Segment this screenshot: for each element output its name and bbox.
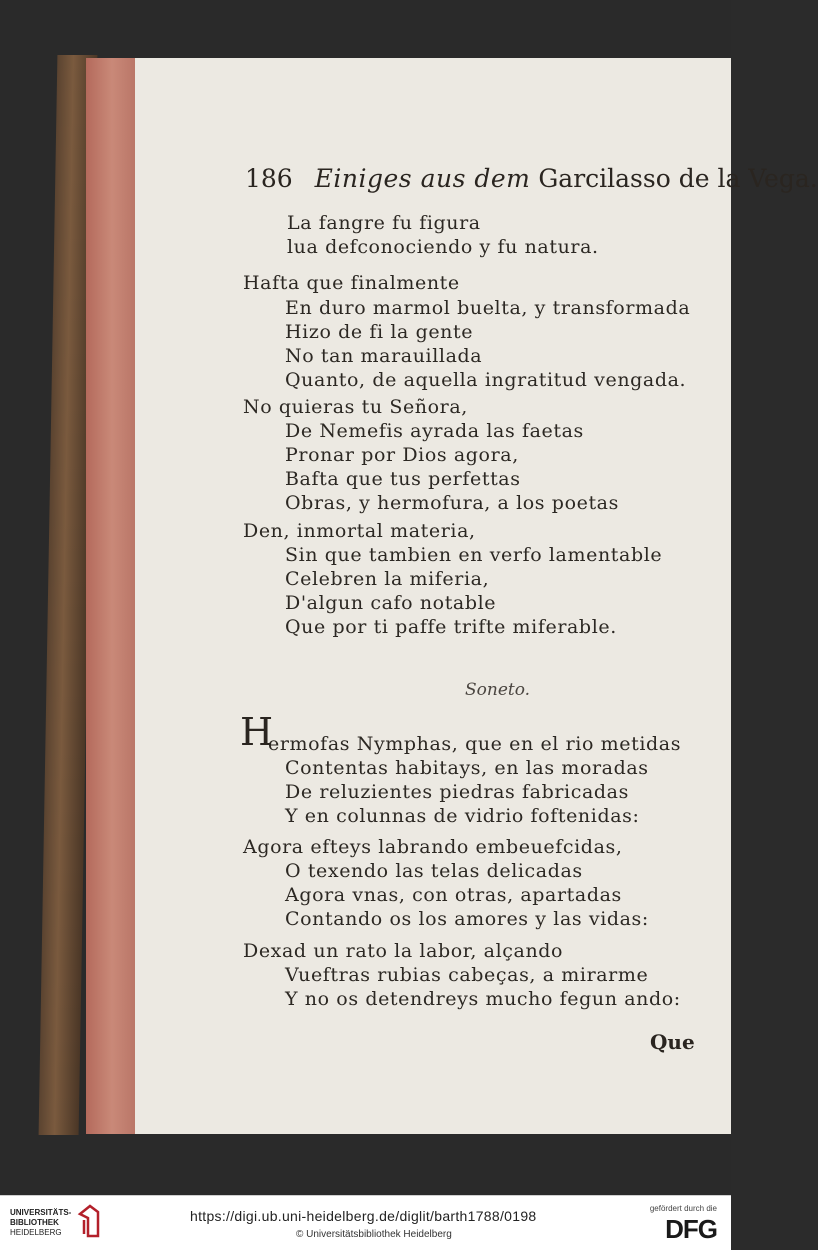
sonnet-title: Soneto.	[465, 680, 531, 700]
verse-line: D'algun cafo notable	[285, 592, 497, 614]
verse-line: Den, inmortal materia,	[243, 520, 476, 542]
verse-line: Que por ti paffe trifte miferable.	[285, 616, 617, 638]
verse-line: ermofas Nymphas, que en el rio metidas	[268, 733, 682, 755]
document-url-link[interactable]: https://digi.ub.uni-heidelberg.de/diglit/barth1788/0198	[190, 1208, 537, 1224]
verse-line: No quieras tu Señora,	[243, 396, 468, 418]
verse-line: Bafta que tus perfettas	[285, 468, 521, 490]
running-title-latin: Garcilasso de la Vega.	[538, 164, 818, 193]
verse-line: Y no os detendreys mucho fegun ando:	[285, 988, 681, 1010]
library-name-line: BIBLIOTHEK	[10, 1218, 59, 1227]
verse-line: La fangre fu figura	[287, 212, 481, 234]
page-red-edge	[86, 58, 138, 1134]
verse-line: Dexad un rato la labor, alçando	[243, 940, 564, 962]
drop-cap: H	[240, 710, 274, 754]
book-page	[135, 58, 818, 1134]
verse-line: Obras, y hermofura, a los poetas	[285, 492, 619, 514]
library-name-line: UNIVERSITÄTS-	[10, 1208, 72, 1217]
funder-caption: gefördert durch die	[649, 1204, 717, 1213]
library-logo[interactable]	[10, 1208, 71, 1238]
viewer-footer	[0, 1195, 731, 1250]
catchword: Que	[650, 1030, 695, 1054]
verse-line: No tan marauillada	[285, 345, 483, 367]
verse-line: Y en colunnas de vidrio foftenidas:	[285, 805, 640, 827]
dfg-logo[interactable]: DFG	[665, 1214, 717, 1244]
verse-line: Celebren la miferia,	[285, 568, 490, 590]
verse-line: De Nemefis ayrada las faetas	[285, 420, 584, 442]
running-title-german: Einiges aus dem	[314, 164, 531, 193]
verse-line: lua defconociendo y fu natura.	[287, 236, 599, 258]
verse-line: Agora efteys labrando embeuefcidas,	[243, 836, 623, 858]
verse-line: En duro marmol buelta, y transformada	[285, 297, 691, 319]
verse-line: De reluzientes piedras fabricadas	[285, 781, 629, 803]
running-head	[245, 164, 818, 193]
verse-line: O texendo las telas delicadas	[285, 860, 583, 882]
verse-line: Hafta que finalmente	[243, 272, 460, 294]
verse-line: Contando os los amores y las vidas:	[285, 908, 649, 930]
verse-line: Agora vnas, con otras, apartadas	[285, 884, 622, 906]
copyright-text: © Universitätsbibliothek Heidelberg	[296, 1229, 452, 1240]
verse-line: Sin que tambien en verfo lamentable	[285, 544, 663, 566]
verse-line: Quanto, de aquella ingratitud vengada.	[285, 369, 687, 391]
verse-line: Pronar por Dios agora,	[285, 444, 519, 466]
verse-line: Vueftras rubias cabeças, a mirarme	[285, 964, 649, 986]
page-number: 186	[245, 164, 293, 193]
verse-line: Contentas habitays, en las moradas	[285, 757, 649, 779]
library-emblem-icon	[78, 1204, 100, 1238]
library-name-line: HEIDELBERG	[10, 1228, 62, 1237]
verse-line: Hizo de fi la gente	[285, 321, 474, 343]
